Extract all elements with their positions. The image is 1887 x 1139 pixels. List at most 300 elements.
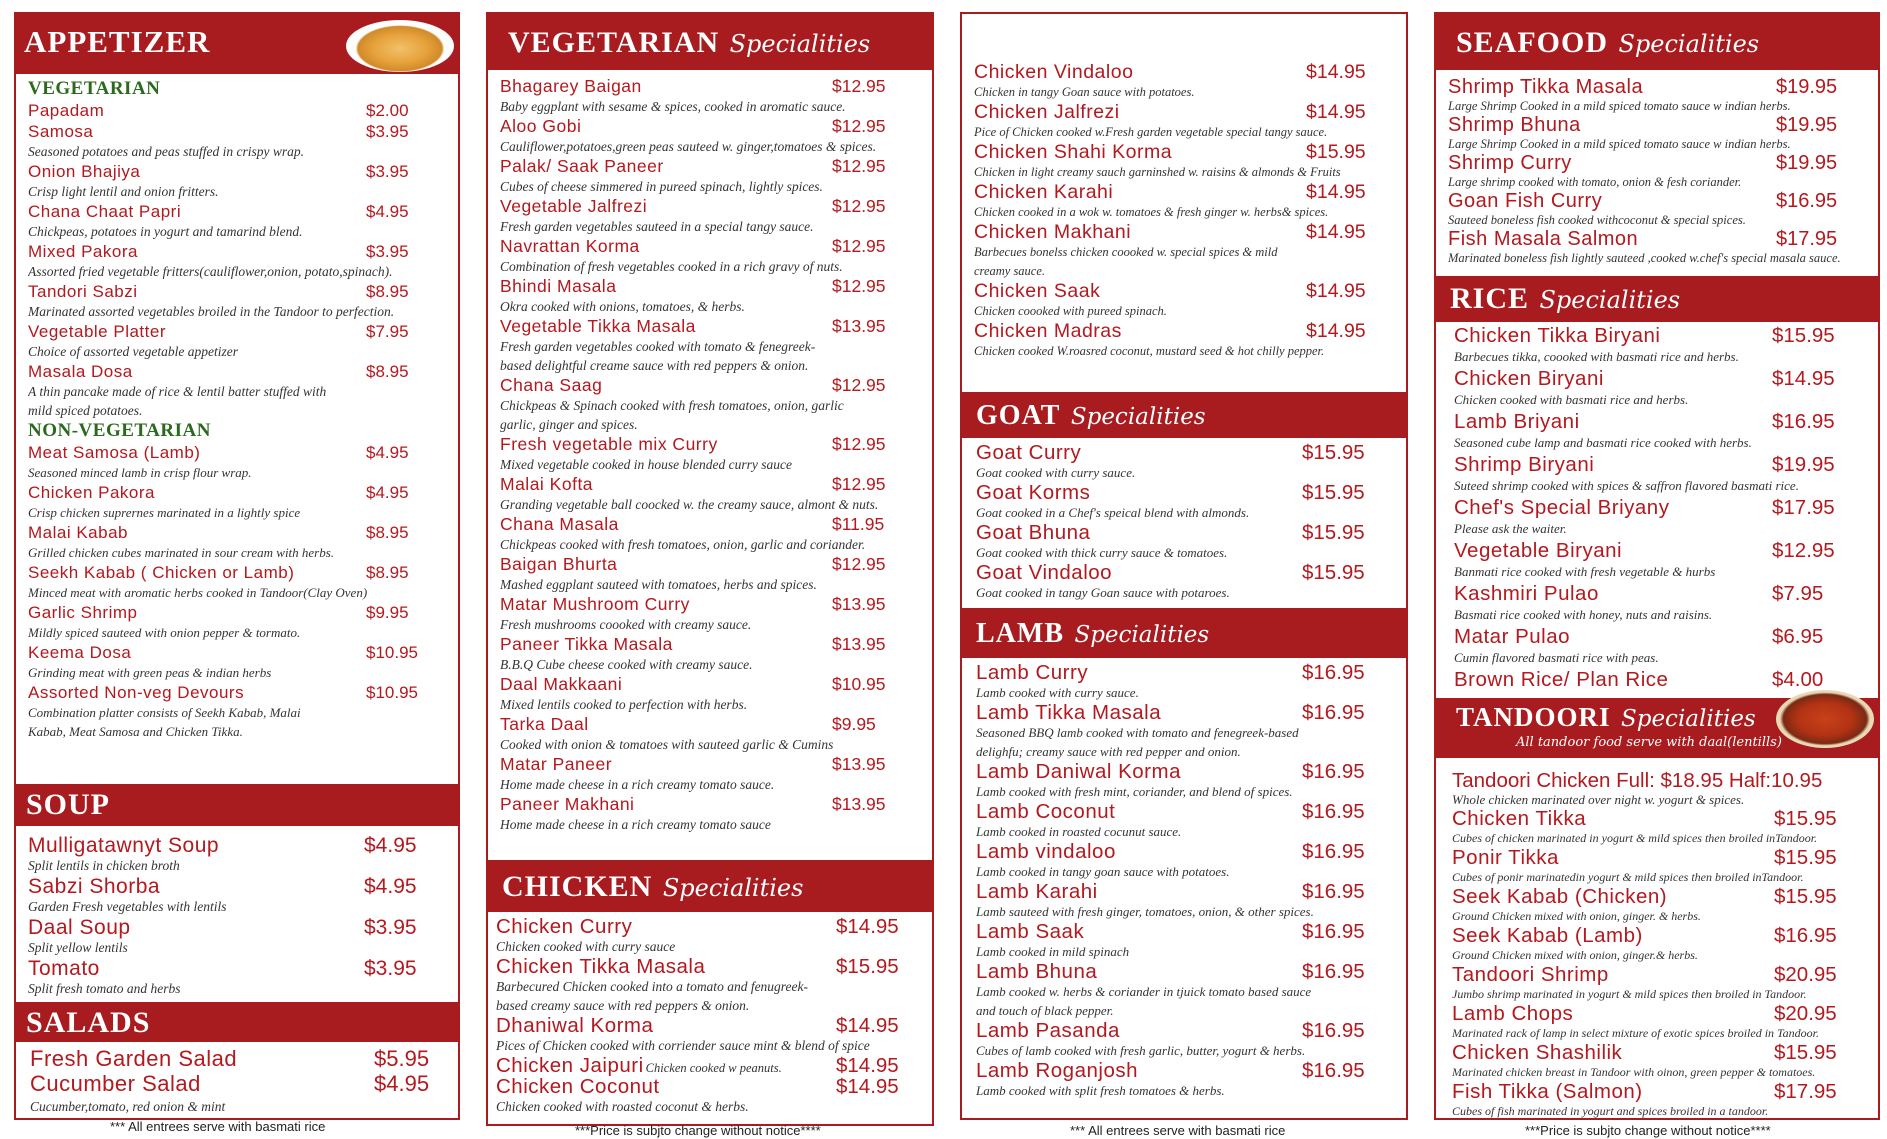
menu-item-row: [1452, 847, 1866, 868]
menu-item-price: $14.95: [1306, 221, 1366, 243]
chicken-title: CHICKEN: [502, 870, 653, 903]
menu-item-row: [28, 321, 446, 342]
menu-item-price: $3.95: [366, 162, 409, 181]
menu-item-row: [1454, 625, 1866, 648]
menu-item-price: $12.95: [832, 434, 886, 454]
menu-item-price: $8.95: [366, 523, 409, 542]
menu-item-desc: Cooked with onion & tomatoes with sauteed garlic & Cumins: [500, 737, 834, 752]
tandoori-items: [1452, 808, 1866, 1120]
menu-item-row: [976, 841, 1394, 862]
menu-item-desc: Seasoned cube lamp and basmati rice cooked with herbs.: [1454, 435, 1752, 450]
menu-item-row: [1454, 324, 1866, 347]
menu-item-desc: creamy sauce.: [974, 264, 1046, 278]
menu-item-desc: A thin pancake made of rice & lentil batter stuffed with: [28, 384, 327, 399]
appetizer-header: [16, 14, 458, 74]
menu-item-row: [28, 562, 446, 583]
menu-item-name: Chicken Saak: [974, 280, 1101, 302]
menu-item-name: Chicken Tikka Biryani: [1454, 324, 1661, 347]
menu-item-name: Chicken Madras: [974, 320, 1122, 342]
menu-item-price: $11.95: [832, 514, 885, 534]
soup-title: SOUP: [26, 788, 111, 821]
menu-item-price: $10.95: [366, 643, 418, 662]
menu-item-row: [976, 562, 1394, 584]
menu-item-name: Goat Curry: [976, 441, 1082, 464]
seafood-title: SEAFOOD: [1456, 26, 1609, 59]
menu-item-row: [30, 1046, 446, 1071]
menu-item-name: Matar Paneer: [500, 754, 613, 774]
menu-item-row: [28, 642, 446, 663]
menu-item-desc: Assorted fried vegetable fritters(cauliflower,onion, potato,spinach).: [28, 264, 393, 279]
menu-item-price: $3.95: [366, 242, 409, 261]
menu-item-row: [500, 375, 920, 396]
menu-item-row: [500, 634, 920, 655]
menu-item-name: Lamb Daniwal Korma: [976, 760, 1181, 783]
menu-item-name: Lamb Tikka Masala: [976, 701, 1162, 724]
menu-item-name: Fish Tikka (Salmon): [1452, 1080, 1643, 1103]
menu-item-price: $14.95: [836, 1054, 899, 1077]
menu-item-price: $13.95: [832, 634, 886, 654]
rice-spec: Specialities: [1539, 286, 1681, 314]
tandoori-full-row: Tandoori Chicken Full: $18.95 Half:10.95: [1452, 769, 1823, 792]
salads-list: [30, 1046, 446, 1118]
menu-item-row: [28, 241, 446, 262]
menu-item-price: $14.95: [1306, 61, 1366, 83]
menu-item-price: $16.95: [1302, 960, 1365, 983]
menu-item-row: [1448, 152, 1868, 174]
menu-item-name: Chicken Biryani: [1454, 367, 1604, 390]
menu-item-price: $12.95: [832, 236, 886, 256]
menu-item-desc: Large Shrimp Cooked in a mild spiced tomato sauce w indian herbs.: [1448, 137, 1791, 151]
menu-item-price: $12.95: [832, 196, 886, 216]
menu-item-name: Lamb Bhuna: [976, 960, 1098, 983]
menu-item-row: [500, 714, 920, 735]
menu-item-name: Navrattan Korma: [500, 236, 640, 256]
menu-item-desc: Chicken cooked with roasted coconut & herbs.: [496, 1099, 749, 1114]
menu-item-row: [974, 102, 1394, 123]
menu-item-price: $8.95: [366, 282, 409, 301]
menu-item-row: [976, 1020, 1394, 1041]
menu-item-name: Seek Kabab (Lamb): [1452, 924, 1643, 947]
tandoori-spec: Specialities: [1620, 706, 1756, 732]
menu-item-price: $4.95: [364, 834, 417, 857]
menu-item-price: $16.95: [1772, 410, 1835, 433]
menu-item-desc: Chickpeas, potatoes in yogurt and tamarind blend.: [28, 224, 303, 239]
chicken-list-a: [496, 916, 920, 1116]
menu-item-name: Chicken Tikka: [1452, 807, 1587, 830]
menu-item-name: Shrimp Biryani: [1454, 453, 1595, 476]
menu-item-name: Chicken Vindaloo: [974, 61, 1134, 83]
menu-item-desc: Crisp light lentil and onion fritters.: [28, 184, 219, 199]
menu-item-name: Aloo Gobi: [500, 116, 582, 136]
chicken-header: [488, 860, 932, 912]
menu-item-desc: Goat cooked in a Chef's speical blend with almonds.: [976, 505, 1250, 520]
menu-item-desc: Combination of fresh vegetables cooked in a rich gravy of nuts.: [500, 259, 843, 274]
menu-item-price: $19.95: [1776, 76, 1838, 98]
menu-item-price: $16.95: [1302, 760, 1365, 783]
menu-item-desc: Crisp chicken suprernes marinated in a lightly spice: [28, 505, 301, 520]
rice-list: [1454, 324, 1866, 691]
goat-spec: Specialities: [1070, 404, 1206, 430]
soup-list: [28, 834, 446, 998]
menu-item-price: $4.00: [1772, 668, 1824, 691]
menu-item-row: [28, 834, 446, 857]
menu-item-row: [976, 801, 1394, 822]
menu-item-desc: Fresh garden vegetables cooked with tomato & fenegreek-: [500, 339, 816, 354]
menu-item-price: $8.95: [366, 362, 409, 381]
menu-item-price: $17.95: [1772, 496, 1835, 519]
menu-item-desc: Cubes of cheese simmered in pureed spinach, lightly spices.: [500, 179, 823, 194]
menu-item-price: $4.95: [374, 1071, 430, 1096]
menu-item-name: Dhaniwal Korma: [496, 1014, 654, 1037]
menu-item-name: Chicken Pakora: [28, 483, 156, 502]
panel-seafood-rice-tandoori: [1434, 12, 1880, 1120]
seafood-header: [1436, 14, 1878, 70]
menu-item-price: $12.95: [832, 375, 886, 395]
menu-item-row: [500, 434, 920, 455]
menu-item-row: [28, 100, 446, 121]
menu-item-name: Chicken Jaipuri: [496, 1054, 644, 1077]
menu-item-price: $15.95: [1774, 807, 1837, 830]
menu-item-row: [28, 442, 446, 463]
menu-item-name: Garlic Shrimp: [28, 603, 138, 622]
menu-item-name: Malai Kofta: [500, 474, 594, 494]
menu-item-name: Vegetable Platter: [28, 322, 166, 341]
menu-item-desc: Split lentils in chicken broth: [28, 858, 180, 873]
menu-item-price: $15.95: [1774, 885, 1837, 908]
menu-item-row: [1454, 410, 1866, 433]
menu-item-name: Lamb Coconut: [976, 800, 1116, 823]
menu-item-price: $14.95: [1306, 181, 1366, 203]
menu-item-row: [974, 222, 1394, 243]
menu-item-desc: Choice of assorted vegetable appetizer: [28, 344, 238, 359]
menu-item-price: $16.95: [1302, 920, 1365, 943]
vegetarian-header: [488, 14, 932, 70]
menu-item-price: $13.95: [832, 754, 886, 774]
menu-item-desc: based creamy sauce with red peppers & onion.: [496, 998, 750, 1013]
menu-item-desc: Mixed lentils cooked to perfection with herbs.: [500, 697, 748, 712]
menu-item-name: Chicken Karahi: [974, 181, 1114, 203]
menu-item-desc: Cubes of fish marinated in yogurt and spices broiled in a tandoor.: [1452, 1104, 1769, 1118]
menu-item-price: $3.95: [364, 916, 417, 939]
menu-item-price: $13.95: [832, 794, 886, 814]
menu-item-name: Chicken Tikka Masala: [496, 955, 706, 978]
menu-item-desc: Seasoned minced lamb in crisp flour wrap.: [28, 465, 252, 480]
menu-item-name: Sabzi Shorba: [28, 875, 161, 898]
menu-item-desc: Cubes of ponir marinatedin yogurt & mild spices then broiled inTandoor.: [1452, 870, 1804, 884]
menu-item-price: $12.95: [832, 76, 886, 96]
menu-item-desc: Barbecues bonelss chicken coooked w. special spices & mild: [974, 245, 1278, 259]
seafood-list: [1436, 70, 1878, 266]
menu-item-name: Lamb Karahi: [976, 880, 1098, 903]
menu-item-name: Brown Rice/ Plan Rice: [1454, 668, 1669, 691]
menu-item-name: Fresh Garden Salad: [30, 1046, 238, 1071]
menu-item-name: Vegetable Tikka Masala: [500, 316, 696, 336]
menu-item-price: $8.95: [366, 563, 409, 582]
menu-item-name: Lamb Chops: [1452, 1002, 1574, 1025]
menu-item-row: [1454, 539, 1866, 562]
menu-item-desc: Mildly spiced sauteed with onion pepper & tormato.: [28, 625, 301, 640]
menu-item-row: [976, 921, 1394, 942]
menu-item-desc: Large shrimp cooked with tomato, onion & fesh coriander.: [1448, 175, 1742, 189]
menu-item-price: $15.95: [836, 955, 899, 978]
menu-item-name: Goat Korms: [976, 481, 1091, 504]
menu-item-desc: Please ask the waiter.: [1454, 521, 1567, 536]
menu-item-desc: Mashed eggplant sauteed with tomatoes, herbs and spices.: [500, 577, 817, 592]
menu-item-desc: B.B.Q Cube cheese cooked with creamy sauce.: [500, 657, 753, 672]
menu-item-row: [28, 201, 446, 222]
menu-item-name: Matar Mushroom Curry: [500, 594, 690, 614]
menu-item-price: $4.95: [366, 443, 409, 462]
menu-item-desc: Lamb sauteed with fresh ginger, tomatoes, onion, & other spices.: [976, 904, 1314, 919]
menu-item-name: Lamb vindaloo: [976, 840, 1116, 863]
menu-item-name: Onion Bhajiya: [28, 162, 141, 181]
menu-item-desc: Chicken coooked with pureed spinach.: [974, 304, 1167, 318]
menu-item-row: [976, 761, 1394, 782]
menu-item-row: [500, 236, 920, 257]
menu-item-desc: mild spiced potatoes.: [28, 403, 143, 418]
samosa-plate-image: [346, 20, 454, 72]
panel-appetizers: [14, 12, 460, 1120]
menu-item-desc: Lamb cooked in tangy goan sauce with potatoes.: [976, 864, 1230, 879]
menu-item-desc: Chicken cooked with curry sauce: [496, 939, 676, 954]
menu-item-price: $12.95: [832, 116, 886, 136]
vegetarian-title: VEGETARIAN: [508, 26, 720, 59]
menu-item-desc: Marinated chicken breast in Tandoor with oinon, green pepper & tomatoes.: [1452, 1065, 1816, 1079]
menu-item-desc: Basmati rice cooked with honey, nuts and raisins.: [1454, 607, 1713, 622]
menu-item-price: $15.95: [1306, 141, 1366, 163]
menu-item-row: [1454, 582, 1866, 605]
menu-item-desc: Goat cooked with thick curry sauce & tomatoes.: [976, 545, 1228, 560]
menu-item-row: [1452, 1042, 1866, 1063]
menu-item-row: [500, 794, 920, 815]
lamb-title: LAMB: [976, 618, 1064, 649]
footnote-rice-1: *** All entrees serve with basmati rice: [110, 1119, 326, 1134]
menu-item-desc: Split yellow lentils: [28, 940, 128, 955]
menu-item-desc: Cubes of lamb cooked with fresh garlic, butter, yogurt & herbs.: [976, 1043, 1306, 1058]
menu-item-desc: Cauliflower,potatoes,green peas sauteed w. ginger,tomatoes & spices.: [500, 139, 877, 154]
menu-item-desc: Marinated boneless fish lightly sauteed ,cooked w.chef's special masala sauce.: [1448, 251, 1841, 265]
menu-item-name: Cucumber Salad: [30, 1071, 201, 1096]
menu-item-desc: Seasoned BBQ lamb cooked with tomato and fenegreek-based: [976, 725, 1299, 740]
menu-item-price: $16.95: [1302, 1059, 1365, 1082]
menu-item-desc: and touch of black pepper.: [976, 1003, 1114, 1018]
menu-item-name: Ponir Tikka: [1452, 846, 1559, 869]
menu-item-name: Chicken Coconut: [496, 1075, 660, 1098]
menu-item-desc: Baby eggplant with sesame & spices, cooked in aromatic sauce.: [500, 99, 846, 114]
menu-item-name: Chef's Special Briyany: [1454, 496, 1670, 519]
menu-item-name: Malai Kabab: [28, 523, 129, 542]
menu-item-price: $14.95: [836, 1014, 899, 1037]
menu-item-desc: Whole chicken marinated over night w. yogurt & spices.: [1452, 792, 1745, 807]
menu-item-name: Lamb Briyani: [1454, 410, 1580, 433]
menu-item-row: [1454, 496, 1866, 519]
appetizer-nonveg-list: [28, 442, 446, 741]
menu-item-name: Assorted Non-veg Devours: [28, 683, 245, 702]
tandoori-list: [1452, 770, 1866, 1120]
menu-item-name: Bhindi Masala: [500, 276, 617, 296]
menu-item-row: [28, 361, 446, 382]
menu-item-desc: Barbecues tikka, coooked with basmati rice and herbs.: [1454, 349, 1739, 364]
goat-list: [976, 442, 1394, 602]
menu-item-row: [500, 316, 920, 337]
menu-item-name: Paneer Tikka Masala: [500, 634, 673, 654]
menu-item-name: Masala Dosa: [28, 362, 133, 381]
menu-item-desc: based delightful creame sauce with red peppers & onion.: [500, 358, 809, 373]
menu-item-price: $7.95: [366, 322, 409, 341]
panel-chicken-goat-lamb: [960, 12, 1408, 1120]
menu-item-name: Lamb Curry: [976, 661, 1089, 684]
menu-item-price: $9.95: [832, 714, 876, 734]
menu-item-row: [28, 682, 446, 703]
menu-item-desc: Chicken cooked with basmati rice and herbs.: [1454, 392, 1689, 407]
menu-item-desc: Chicken in light creamy sauch garninshed w. raisins & almonds & Fruits: [974, 165, 1341, 179]
footnote-price-1: ***Price is subjto change without notice****: [575, 1123, 821, 1138]
menu-item-price: $14.95: [1306, 280, 1366, 302]
menu-item-desc: Chicken in tangy Goan sauce with potatoes.: [974, 85, 1195, 99]
menu-item-price: $15.95: [1302, 521, 1365, 544]
menu-item-row: [1452, 925, 1866, 946]
menu-item-row: [28, 522, 446, 543]
menu-item-desc: Lamb cooked in roasted cocunut sauce.: [976, 824, 1182, 839]
menu-item-price: $19.95: [1776, 114, 1838, 136]
menu-item-desc: Combination platter consists of Seekh Kabab, Malai: [28, 705, 301, 720]
menu-item-row: [1448, 114, 1868, 136]
menu-item-name: Lamb Pasanda: [976, 1019, 1120, 1042]
menu-item-row: [496, 916, 920, 937]
menu-item-price: $15.95: [1302, 481, 1365, 504]
menu-item-price: $16.95: [1776, 190, 1838, 212]
menu-item-desc: Lamb cooked with fresh mint, coriander, and blend of spices.: [976, 784, 1293, 799]
menu-item-row: [500, 474, 920, 495]
menu-item-price: $14.95: [836, 1075, 899, 1098]
menu-item-row: [500, 276, 920, 297]
lamb-header: [962, 608, 1406, 658]
menu-item-name: Vegetable Jalfrezi: [500, 196, 648, 216]
menu-item-price: $14.95: [836, 915, 899, 938]
menu-item-name: Seekh Kabab ( Chicken or Lamb): [28, 563, 295, 582]
menu-item-desc: Home made cheese in a rich creamy tomato sauce: [500, 817, 771, 832]
menu-item-row: [28, 281, 446, 302]
appetizer-title: APPETIZER: [24, 24, 211, 59]
menu-item-name: Bhagarey Baigan: [500, 76, 642, 96]
rice-title: RICE: [1450, 282, 1530, 315]
panel-vegetarian: [486, 12, 934, 1126]
menu-item-desc: Chickpeas & Spinach cooked with fresh tomatoes, onion, garlic: [500, 398, 844, 413]
menu-item-row: [976, 442, 1394, 464]
menu-item-name: Vegetable Biryani: [1454, 539, 1623, 562]
appetizer-list: [16, 74, 458, 741]
footnote-rice-2: *** All entrees serve with basmati rice: [1070, 1123, 1286, 1138]
menu-item-name: Tandori Sabzi: [28, 282, 138, 301]
menu-item-price: $12.95: [832, 276, 886, 296]
menu-item-desc: Cumin flavored basmati rice with peas.: [1454, 650, 1659, 665]
lamb-spec: Specialities: [1074, 622, 1210, 648]
menu-item-desc: Chicken cooked in a wok w. tomatoes & fresh ginger w. herbs& spices.: [974, 205, 1329, 219]
menu-item-name: Chicken Curry: [496, 915, 633, 938]
menu-item-desc: Chickpeas cooked with fresh tomatoes, onion, garlic and coriander.: [500, 537, 866, 552]
menu-item-price: $10.95: [366, 683, 418, 702]
menu-item-name: Kashmiri Pulao: [1454, 582, 1599, 605]
menu-item-desc: Garden Fresh vegetables with lentils: [28, 899, 227, 914]
menu-item-name: Tandoori Shrimp: [1452, 963, 1609, 986]
menu-item-desc: Chicken cooked W.roasred coconut, mustard seed & hot chilly pepper.: [974, 344, 1325, 358]
menu-item-name: Goan Fish Curry: [1448, 190, 1603, 212]
menu-item-desc: Banmati rice cooked with fresh vegetable & hurbs: [1454, 564, 1716, 579]
vegetarian-list: [488, 70, 932, 834]
menu-item-desc: Lamb cooked with split fresh tomatoes & herbs.: [976, 1083, 1225, 1098]
menu-item-row: [500, 754, 920, 775]
menu-item-desc: Pice of Chicken cooked w.Fresh garden vegetable special tangy sauce.: [974, 125, 1328, 139]
menu-item-name: Tomato: [28, 957, 100, 980]
tandoori-title: TANDOORI: [1456, 702, 1611, 732]
menu-item-desc: Barbecured Chicken cooked into a tomato and fenugreek-: [496, 979, 809, 994]
menu-item-price: $15.95: [1774, 846, 1837, 869]
menu-item-row: [1452, 964, 1866, 985]
menu-item-row: [496, 1055, 920, 1076]
menu-item-desc: Jumbo shrimp marinated in yogurt & mild spices then broiled in Tandoor.: [1452, 987, 1807, 1001]
menu-item-price: $3.95: [364, 957, 417, 980]
tandoori-header: [1436, 698, 1878, 758]
menu-item-row: [974, 281, 1394, 302]
menu-item-row: [1448, 228, 1868, 250]
menu-item-desc: Large Shrimp Cooked in a mild spiced tomato sauce w indian herbs.: [1448, 99, 1791, 113]
menu-item-price: $4.95: [364, 875, 417, 898]
menu-item-price: $20.95: [1774, 963, 1837, 986]
menu-item-price: $12.95: [832, 156, 886, 176]
menu-item-desc: Ground Chicken mixed with onion, ginger.& herbs.: [1452, 948, 1698, 962]
menu-item-name: Chicken Makhani: [974, 221, 1132, 243]
menu-item-desc: Granding vegetable ball coocked w. the creamy sauce, almont & nuts.: [500, 497, 879, 512]
menu-item-name: Chicken Jalfrezi: [974, 101, 1120, 123]
menu-item-name: Lamb Roganjosh: [976, 1059, 1138, 1082]
tandoori-plate-image: [1776, 690, 1874, 748]
menu-item-price: $13.95: [832, 594, 886, 614]
menu-item-row: [1452, 1081, 1866, 1102]
menu-item-row: [500, 156, 920, 177]
non-vegetarian-subheading: NON-VEGETARIAN: [28, 420, 211, 441]
menu-item-row: [500, 594, 920, 615]
menu-item-price: $19.95: [1776, 152, 1838, 174]
goat-header: [962, 392, 1406, 438]
menu-item-row: [976, 881, 1394, 902]
menu-item-desc: Fresh garden vegetables sauteed in a special tangy sauce.: [500, 219, 814, 234]
menu-item-desc: Goat cooked with curry sauce.: [976, 465, 1136, 480]
menu-item-row: [500, 674, 920, 695]
menu-item-desc: Kabab, Meat Samosa and Chicken Tikka.: [28, 724, 243, 739]
menu-item-row: [976, 662, 1394, 683]
menu-item-desc: Ground Chicken mixed with onion, ginger. & herbs.: [1452, 909, 1701, 923]
footnote-price-2: ***Price is subjto change without notice****: [1525, 1123, 1771, 1138]
menu-item-price: $10.95: [832, 674, 886, 694]
menu-item-name: Baigan Bhurta: [500, 554, 618, 574]
menu-item-row: [976, 1060, 1394, 1081]
menu-item-price: $12.95: [1772, 539, 1835, 562]
menu-item-row: [1452, 886, 1866, 907]
menu-item-row: [1452, 1003, 1866, 1024]
menu-item-price: $15.95: [1302, 561, 1365, 584]
seafood-spec: Specialities: [1618, 30, 1760, 58]
lamb-list: [976, 662, 1394, 1100]
menu-item-row: [496, 956, 920, 977]
menu-item-price: $14.95: [1772, 367, 1835, 390]
menu-item-name: Goat Bhuna: [976, 521, 1091, 544]
menu-item-desc: Mixed vegetable cooked in house blended curry sauce: [500, 457, 793, 472]
menu-item-row: [500, 76, 920, 97]
menu-item-row: [1448, 190, 1868, 212]
menu-item-price: $19.95: [1772, 453, 1835, 476]
menu-item-desc: Fresh mushrooms coooked with creamy sauce.: [500, 617, 752, 632]
menu-item-row: [500, 554, 920, 575]
